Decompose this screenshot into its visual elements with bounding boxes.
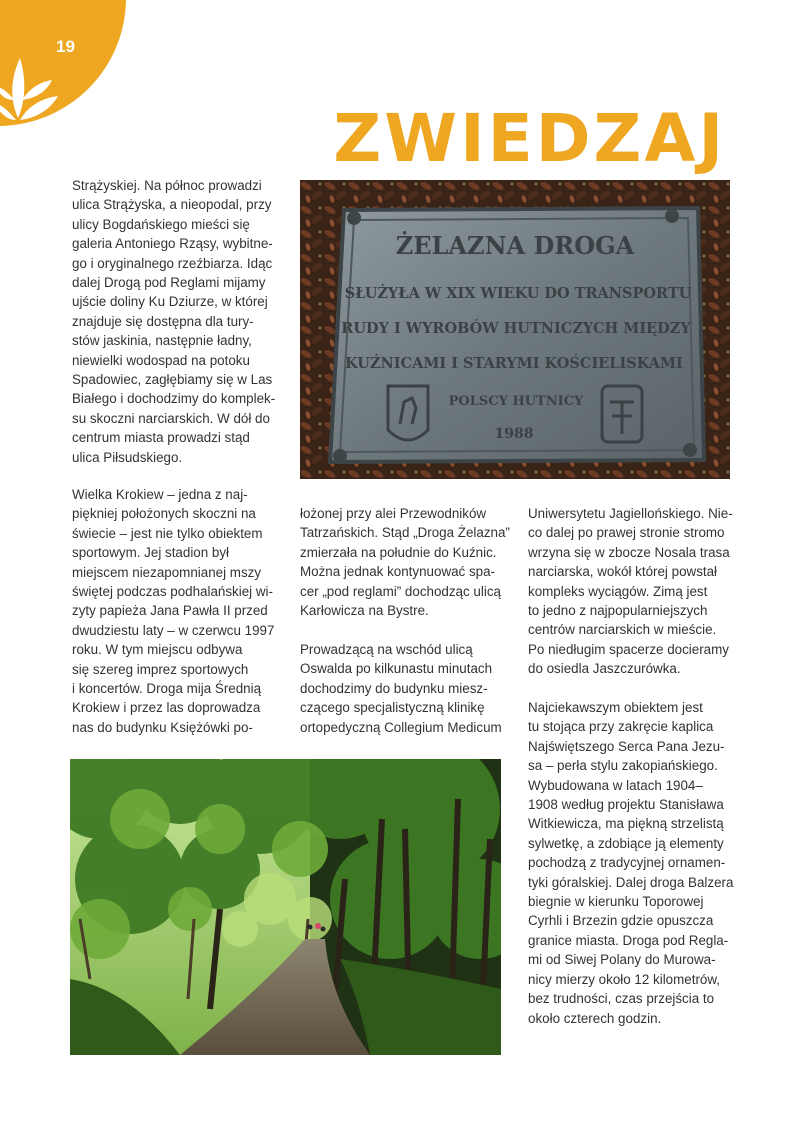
page-number: 19 xyxy=(56,37,75,56)
column-3-paragraph-2: Najciekawszym obiektem jest tu stojąca przy zakręcie kaplica Najświętszego Serca Pana Jezu- sa – perła stylu zakopiańskiego. Wybudowana w latach 1904– 1908 według projektu Stanisława Witkiewicza, ma piękną strzelistą sylwetkę, a zdobiące ją elementy pochodzą z tradycyjnej ornamen- tyki góralskiej. Dalej droga Balzera biegnie w kierunku Toporowej Cyrhli i Brzezin gdzie opuszcza granice miasta. Droga pod Regla- mi od Siwej Polany do Murowa- nicy mierzy około 12 kilometrów, bez trudności, czas przejścia to około czterech godzin. xyxy=(528,700,734,1026)
plaque-line-6: 1988 xyxy=(494,426,534,442)
column-2-paragraph-1: łożonej przy alei Przewodników Tatrzańskich. Stąd „Droga Żelazna” zmierzała na południe do Kuźnic. Można jednak kontynuować spa- cer „pod reglami” dochodząc ulicą Karłowicza na Bystre. xyxy=(300,506,510,619)
plaque-photo xyxy=(300,180,730,479)
forest-image xyxy=(70,759,501,1055)
column-1-bottom-paragraph: Wielka Krokiew – jedna z naj- piękniej położonych skoczni na świecie – jest nie tylko obiektem sportowym. Jej stadion był miejscem niezapomnianej mszy świętej podczas podhalańskiej wi- zyty papieża Jana Pawła II przed dwudziestu laty – w czerwcu 1997 roku. W tym miejscu odbywa się szereg imprez sportowych i koncertów. Droga mija Średnią Krokiew i przez las doprowadza nas do budynku Księżówki po- xyxy=(72,487,275,735)
forest-path-photo xyxy=(70,759,501,1055)
plaque-line-1: ŻELAZNA DROGA xyxy=(395,231,635,260)
plaque-line-3: RUDY I WYROBÓW HUTNICZYCH MIĘDZY xyxy=(341,320,691,337)
plaque-line-2: SŁUŻYŁA W XIX WIEKU DO TRANSPORTU xyxy=(344,285,692,302)
page-title: ZWIEDZAJ xyxy=(333,100,726,178)
plaque-image xyxy=(300,180,730,479)
plaque-line-4: KUŹNICAMI I STARYMI KOŚCIELISKAMI xyxy=(345,355,683,372)
column-2-paragraph-2: Prowadzącą na wschód ulicą Oswalda po kilkunastu minutach dochodzimy do budynku miesz- czącego specjalistyczną klinikę ortopedyczną Collegium Medicum xyxy=(300,642,502,735)
plaque-line-5: POLSCY HUTNICY xyxy=(448,394,584,409)
column-3-paragraph-1: Uniwersytetu Jagiellońskiego. Nie- co dalej po prawej stronie stromo wrzyna się w zbocze Nosala trasa narciarska, wokół której powstał kompleks wyciągów. Zimą jest to jedno z najpopularniejszych centrów narciarskich w mieście. Po niedługim spacerze docieramy do osiedla Jaszczurówka. xyxy=(528,506,733,677)
column-1-top-paragraph: Strążyskiej. Na północ prowadzi ulica Strążyska, a nieopodal, przy ulicy Bogdańskiego mieści się galeria Antoniego Rząsy, wybitne- go i oryginalnego rzeźbiarza. Idąc dalej Drogą pod Reglami mijamy ujście doliny Ku Dziurze, w której znajduje się dostępna dla tury- stów jaskinia, następnie ładny, niewielki wodospad na potoku Spadowiec, zagłębiamy się w Las Białego i dochodzimy do komplek- su skoczni narciarskich. W dół do centrum miasta prowadzi stąd ulica Piłsudskiego. xyxy=(72,178,276,465)
